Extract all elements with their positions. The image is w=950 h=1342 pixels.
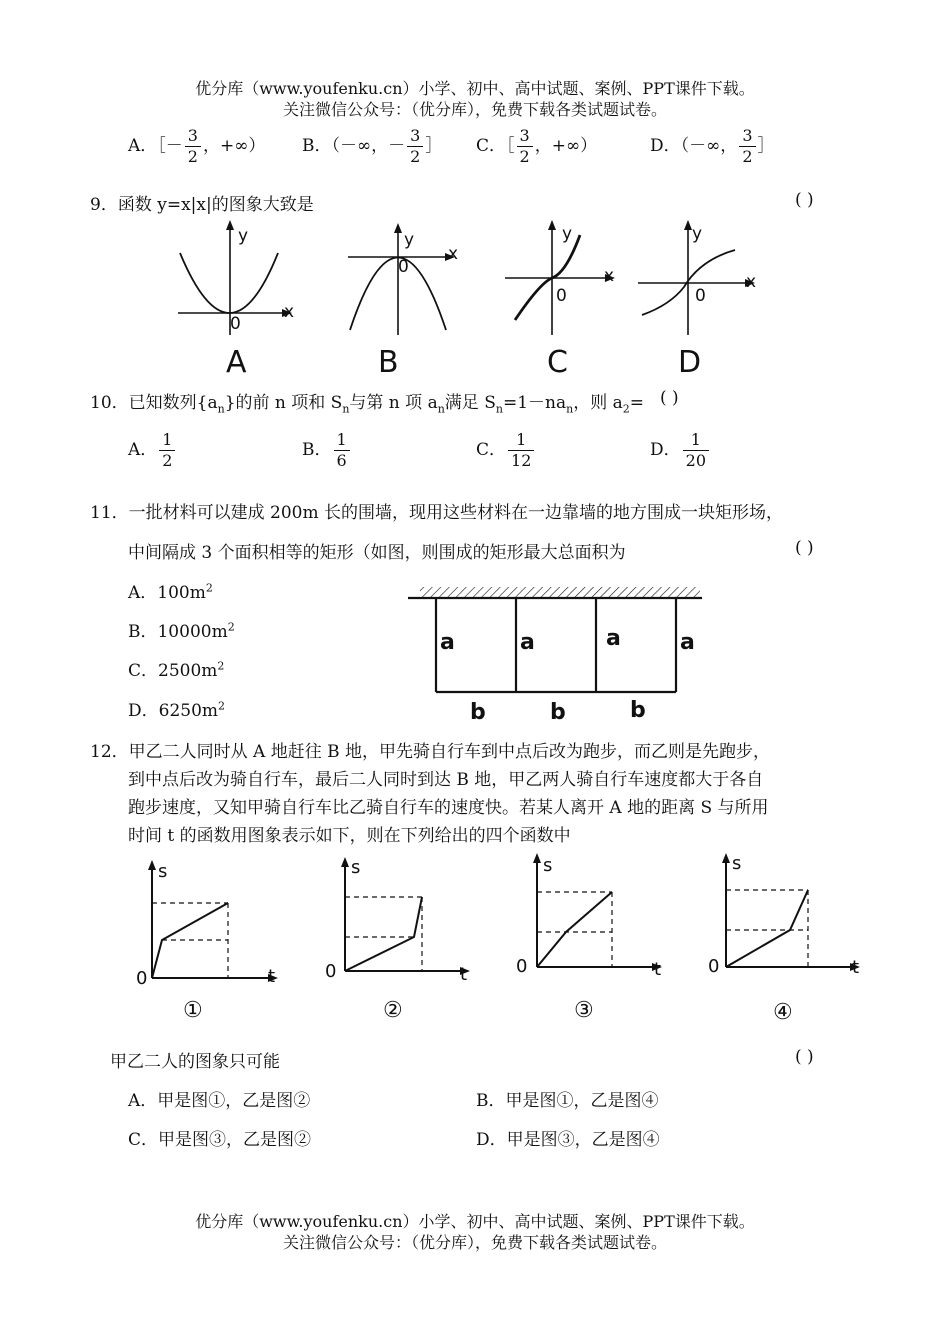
wall-hatch <box>420 587 700 597</box>
q9-graph-label-a: A <box>226 345 247 380</box>
q9-b-y-label: y <box>404 230 415 250</box>
fraction: $\frac{3}{2}$ <box>185 126 201 167</box>
q8-option-d: D．（－∞， $\frac{3}{2}$ ］ <box>650 126 775 166</box>
q9-b-origin: 0 <box>398 257 409 277</box>
q8-option-a: A．［－ $\frac{3}{2}$ ，+∞） <box>128 126 266 166</box>
q11-option-a: A．$100m^2$ <box>128 581 213 603</box>
label-a-4: a <box>680 630 695 655</box>
g1-s-label: s <box>158 861 168 882</box>
fraction: $\frac{3}{2}$ <box>739 126 755 167</box>
fraction: $\frac{3}{2}$ <box>407 126 423 167</box>
q11-line-1: 11．一批材料可以建成 200m 长的围墙，现用这些材料在一边靠墙的地方围成一块矩形场， <box>90 503 784 523</box>
g2-origin: 0 <box>325 961 337 982</box>
header-line-1: 优分库（www.youfenku.cn）小学、初中、高中试题、案例、PPT课件下载。 <box>195 79 755 98</box>
q9-text: 9．函数 y=x|x|的图象大致是 <box>90 195 314 215</box>
g4-curve <box>726 890 808 967</box>
g3-t-label: t <box>654 959 662 980</box>
q9-d-x-label: x <box>746 272 757 292</box>
q12-line-5: 甲乙二人的图象只可能 <box>110 1052 280 1072</box>
g4-label: ④ <box>773 1000 793 1025</box>
label-b-3: b <box>630 698 646 723</box>
q12-line-1: 12．甲乙二人同时从 A 地赶往 B 地，甲先骑自行车到中点后改为跑步，而乙则是先跑步， <box>90 742 771 762</box>
g4-origin: 0 <box>708 956 720 977</box>
q12-option-d: D．甲是图③，乙是图④ <box>476 1130 660 1150</box>
footer-line-1: 优分库（www.youfenku.cn）小学、初中、高中试题、案例、PPT课件下载。 <box>195 1212 755 1231</box>
q9-b-x-label: x <box>448 244 459 264</box>
header-line-2: 关注微信公众号：（优分库），免费下载各类试题试卷。 <box>282 100 667 119</box>
q9-a-x-label: x <box>284 302 295 322</box>
q10-option-c: C． $\frac{1}{12}$ <box>476 430 536 471</box>
q10-option-b: B． $\frac{1}{6}$ <box>302 430 352 471</box>
g2-label: ② <box>383 998 403 1023</box>
label-a-3: a <box>606 626 621 651</box>
q11-paren: ( ) <box>795 538 814 558</box>
g1-t-label: t <box>268 966 276 987</box>
q12-option-a: A．甲是图①，乙是图② <box>128 1091 311 1111</box>
q10-option-a: A． $\frac{1}{2}$ <box>128 430 177 471</box>
q12-option-b: B．甲是图①，乙是图④ <box>476 1091 659 1111</box>
q12-option-c: C．甲是图③，乙是图② <box>128 1130 312 1150</box>
q9-graphs <box>0 224 950 380</box>
q9-a-origin: 0 <box>230 314 241 334</box>
q9-c-origin: 0 <box>556 286 567 306</box>
q8-option-b: B．（－∞，－ $\frac{3}{2}$ ］ <box>302 126 443 166</box>
fraction: $\frac{3}{2}$ <box>517 126 533 167</box>
q11-option-c: C．$2500m^2$ <box>128 659 225 681</box>
g3-s-label: s <box>543 855 553 876</box>
q9-graph-label-d: D <box>678 345 702 380</box>
q9-c-y-label: y <box>562 224 573 244</box>
q9-graph-label-b: B <box>378 345 399 380</box>
footer-line-2: 关注微信公众号：（优分库），免费下载各类试题试卷。 <box>282 1233 667 1252</box>
q11-diagram <box>400 585 710 725</box>
g3-curve <box>537 892 612 967</box>
q10-option-d: D． $\frac{1}{20}$ <box>650 430 711 471</box>
q12-line-2: 到中点后改为骑自行车，最后二人同时到达 B 地，甲乙两人骑自行车速度都大于各自 <box>128 770 764 790</box>
label-b-1: b <box>470 700 486 725</box>
q12-line-3: 跑步速度，又知甲骑自行车比乙骑自行车的速度快。若某人离开 A 地的距离 S 与所用 <box>128 798 769 818</box>
q10-paren: ( ) <box>660 388 679 408</box>
q11-line-2: 中间隔成 3 个面积相等的矩形（如图，则围成的矩形最大总面积为 <box>128 543 626 563</box>
q12-paren: ( ) <box>795 1047 814 1067</box>
q12-line-4: 时间 t 的函数用图象表示如下，则在下列给出的四个函数中 <box>128 826 571 846</box>
q9-graph-label-c: C <box>547 345 568 380</box>
g1-origin: 0 <box>136 968 148 989</box>
q9-d-origin: 0 <box>695 286 706 306</box>
g4-t-label: t <box>852 957 860 978</box>
q8-option-c: C．［ $\frac{3}{2}$ ，+∞） <box>476 126 598 166</box>
q9-a-curve <box>180 253 278 313</box>
g3-label: ③ <box>574 998 594 1023</box>
g2-curve <box>345 897 422 971</box>
q9-c-x-label: x <box>604 266 615 286</box>
q9-d-y-label: y <box>692 224 703 244</box>
label-a-1: a <box>440 630 455 655</box>
label-a-2: a <box>520 630 535 655</box>
g1-label: ① <box>183 998 203 1023</box>
g2-t-label: t <box>460 964 468 985</box>
q10-text: 10．已知数列$\{a_n\}$的前 n 项和 $S_n$与第 n 项 $a_n$满足 $S_n=1-na_n$，则 $a_2=$ <box>90 393 644 416</box>
q9-paren: ( ) <box>795 190 814 210</box>
label-b-2: b <box>550 700 566 725</box>
q11-option-d: D．$6250m^2$ <box>128 699 226 721</box>
q12-graphs <box>0 855 950 1030</box>
g4-s-label: s <box>732 853 742 874</box>
g3-origin: 0 <box>516 956 528 977</box>
g2-s-label: s <box>351 857 361 878</box>
q9-a-y-label: y <box>238 226 249 246</box>
q11-option-b: B．$10000m^2$ <box>128 620 235 642</box>
